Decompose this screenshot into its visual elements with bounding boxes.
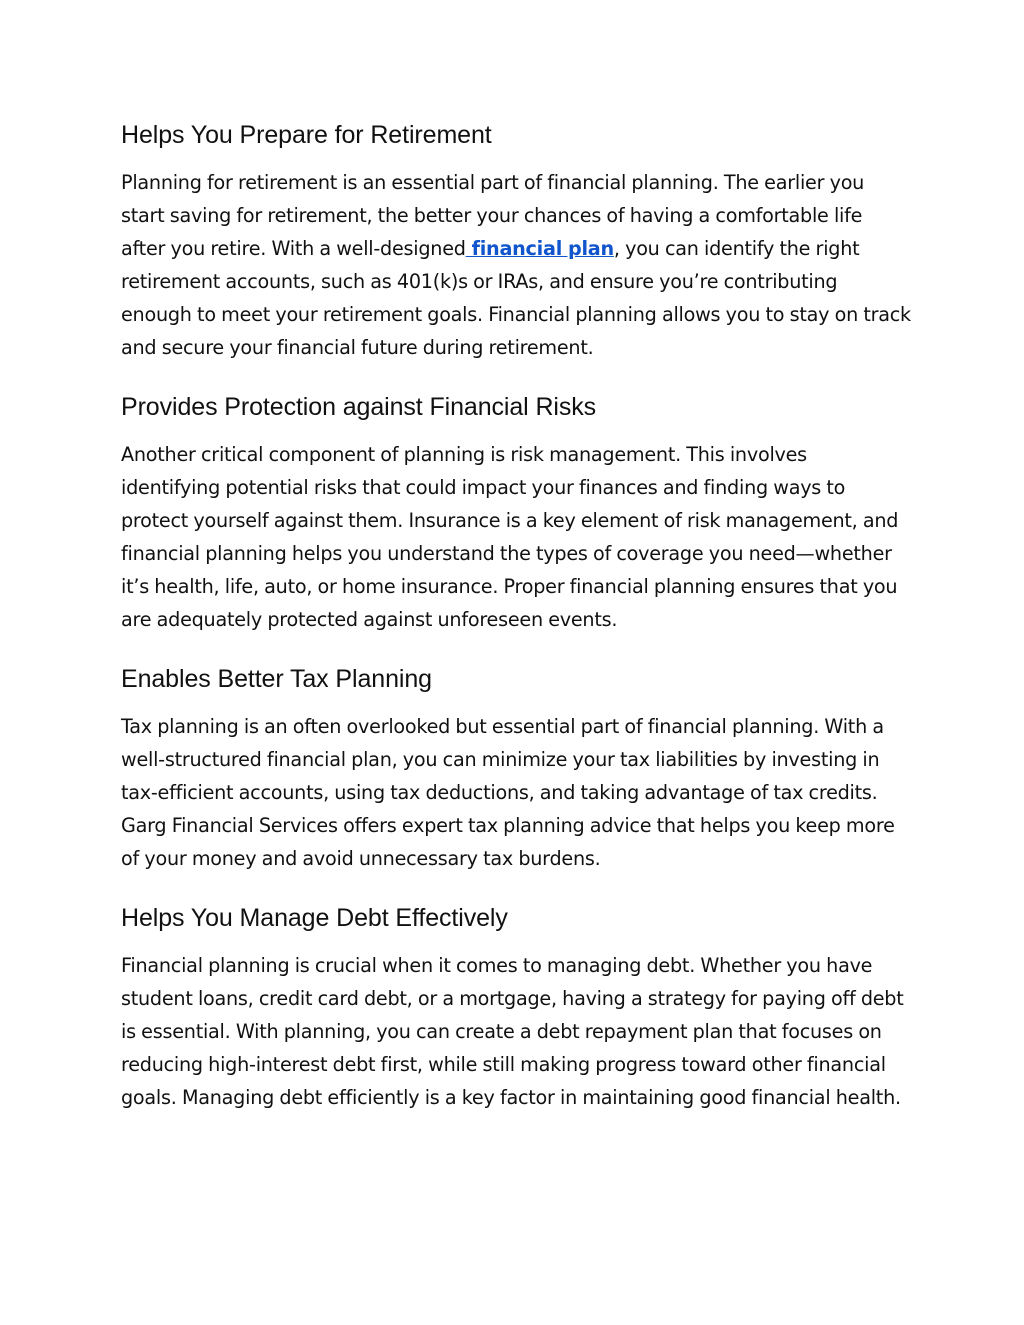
- body-text: Planning for retirement is an essential part of financial planning. The earlier you start saving for retirement, the better your chances of having a comfortable life after you retire. With a well-designed: [121, 171, 865, 260]
- section-financial-risks: [121, 390, 911, 636]
- section-heading: Provides Protection against Financial Risks: [121, 393, 597, 421]
- document-page: [121, 118, 911, 1114]
- section-body: [121, 166, 911, 364]
- section-tax-planning: [121, 662, 911, 875]
- section-body: Another critical component of planning is risk management. This involves identifying potential risks that could impact your finances and finding ways to protect yourself against them. Insurance is a key element of risk management, and financial planning helps you understand the types of coverage you need—whether it’s health, life, auto, or home insurance. Proper financial planning ensures that you are adequately protected against unforeseen events.: [121, 443, 899, 631]
- section-body: Financial planning is crucial when it comes to managing debt. Whether you have student loans, credit card debt, or a mortgage, having a strategy for paying off debt is essential. With planning, you can create a debt repayment plan that focuses on reducing high-interest debt first, while still making progress toward other financial goals. Managing debt efficiently is a key factor in maintaining good financial health.: [121, 954, 904, 1109]
- section-heading: Helps You Manage Debt Effectively: [121, 904, 508, 932]
- section-heading: Enables Better Tax Planning: [121, 665, 432, 693]
- section-debt: [121, 901, 911, 1114]
- body-text: , you can identify the right retirement accounts, such as 401(k)s or IRAs, and ensure you’re contributing enough to meet your retirement goals. Financial planning allows you to stay on track and secure your financial future during retirement.: [121, 237, 911, 359]
- section-heading: Helps You Prepare for Retirement: [121, 121, 492, 149]
- section-retirement: [121, 118, 911, 364]
- financial-plan-link[interactable]: financial plan: [465, 237, 614, 260]
- section-body: Tax planning is an often overlooked but essential part of financial planning. With a well-structured financial plan, you can minimize your tax liabilities by investing in tax-efficient accounts, using tax deductions, and taking advantage of tax credits. Garg Financial Services offers expert tax planning advice that helps you keep more of your money and avoid unnecessary tax burdens.: [121, 715, 895, 870]
